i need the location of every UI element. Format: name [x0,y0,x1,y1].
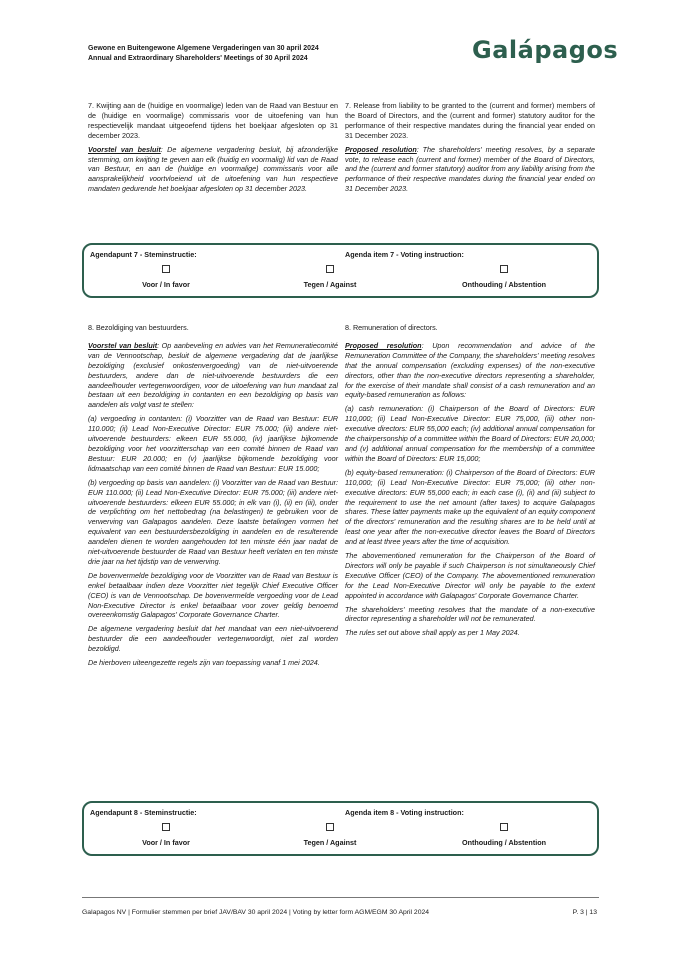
item8-english-column [345,323,595,642]
item8-en-p4: The abovementioned remuneration for the Chairperson of the Board of Directors will only be payable if such Chairperson is not simultaneously Chief Executive Officer (CEO) of the Company. The abovementioned remuneration for the Lead Non-Executive Director will only be payable to the extent appointed in accordance with Galapagos' Corporate Governance Charter. [345,551,595,600]
item8-en-heading: 8. Remuneration of directors. [345,323,438,332]
vote8-nl-title: Agendapunt 8 - Steminstructie: [90,808,197,817]
item7-nl-resolution [88,145,338,195]
header-line-nl: Gewone en Buitengewone Algemene Vergaderingen van 30 april 2024 [88,45,319,52]
voting-box-item8 [82,801,599,856]
footer-divider [82,897,599,898]
item7-nl-resolution-label: Voorstel van besluit [88,144,161,154]
item7-nl-resolution-text: : De algemene vergadering besluit, bij afzonderlijke stemming, om kwijting te geven aan elk (huidig en voormalig) lid van de Raad van Bestuur, en aan de (huidige en voormalige) commissaris voor alle aansprakelijkheid voortvloeiend uit de uitoefening van hun respectieve mandaten gedurende het boekjaar afgesloten op 31 december 2023. [88,144,338,194]
vote8-against-label: Tegen / Against [303,838,357,847]
item7-en-heading: 7. Release from liability to be granted to the (current and former) members of the Board of Directors, and the (current and former) statutory auditor for the performance of their respective mandates during the financial year ended on 31 December 2023. [345,101,595,140]
vote7-nl-title: Agendapunt 7 - Steminstructie: [90,250,197,259]
item7-en-resolution-label: Proposed resolution [345,144,417,154]
header-line-en: Annual and Extraordinary Shareholders' Meetings of 30 April 2024 [88,55,308,62]
item8-dutch-column [88,323,338,672]
item8-nl-p6: De hierboven uiteengezette regels zijn van toepassing vanaf 1 mei 2024. [88,658,320,668]
galapagos-logo: Galápagos [472,36,619,64]
item8-nl-p3: (b) vergoeding op basis van aandelen: (i) Voorzitter van de Raad van Bestuur: EUR 110.000; (ii) Lead Non-Executive Director: EUR 75.000; (iii) andere niet-uitvoerende bestuurders: elkeen EUR 55.000; in elk van (i), (ii) en (iii), onder de verplichting om het nettobedrag (na belastingen) te gebruiken voor de verwerving van Galapagos aandelen. Deze laatste betalingen vormen het equivalent van een bestuurdersbezoldiging in aandelen en de resulterende aandelen dienen te worden aangehouden tot ten minste één jaar nadat de niet-uitvoerende bestuurder de Raad van Bestuur heeft verlaten en ten minste drie jaar na het tijdstip van de verwerving. [88,477,338,566]
item8-nl-p1: : Op aanbeveling en advies van het Remuneratiecomité van de Vennootschap, besluit de algemene vergadering dat de jaarlijkse bezoldiging (exclusief onkostenvergoeding) van de niet-uitvoerende bestuurders, andere dan de niet-uitvoerende bestuurders die een aandeelhouder vertegenwoordigen, voor de uitoefening van hun mandaat zal bestaan uit een bezoldiging in contanten en een bezoldiging op basis van aandelen als volgt vast te stellen: [88,340,338,410]
vote7-for-checkbox[interactable] [162,265,170,273]
vote8-abstain-checkbox[interactable] [500,823,508,831]
vote7-against-checkbox[interactable] [326,265,334,273]
item8-nl-heading: 8. Bezoldiging van bestuurders. [88,323,189,332]
page-number: P. 3 | 13 [572,909,597,916]
vote8-for-label: Voor / In favor [142,838,190,847]
item8-en-p5: The shareholders' meeting resolves that the mandate of a non-executive director representing a shareholder will not be remunerated. [345,604,595,624]
item7-dutch-column [88,101,338,198]
item7-english-column [345,101,595,198]
item8-en-p1: : Upon recommendation and advice of the Remuneration Committee of the Company, the shareholders' meeting resolves that the annual compensation (excluding expenses) of the non-executive directors, other than the non-executive directors representing a shareholder, for the exercise of their mandate shall consist of a cash remuneration and an equity-based remuneration as follows: [345,340,596,400]
vote8-for-checkbox[interactable] [162,823,170,831]
item8-en-resolution [345,341,595,400]
item8-nl-p2: (a) vergoeding in contanten: (i) Voorzitter van de Raad van Bestuur: EUR 110.000; (ii) Lead Non-Executive Director: EUR 75.000; (iii) andere niet-uitvoerende bestuurders: elkeen EUR 55.000, (iv) jaarlijkse bijkomende bezoldiging voor het voorzitterschap van een comité binnen de Raad van Bestuur: EUR 20.000; en (v) jaarlijkse bijkomende bezoldiging voor lidmaatschap van een comité binnen de Raad van Bestuur: EUR 15.000; [88,414,338,473]
vote8-against-checkbox[interactable] [326,823,334,831]
item8-nl-resolution-label: Voorstel van besluit [88,340,158,350]
item7-en-resolution [345,145,595,195]
item7-en-resolution-text: : The shareholders' meeting resolves, by a separate vote, to release each (current and former) member of the Board of Directors, and the (current and former statutory) auditor from any liability arising from the performance of their respective mandates during the financial year ended on 31 December 2023. [345,144,595,194]
item7-nl-heading: 7. Kwijting aan de (huidige en voormalige) leden van de Raad van Bestuur en de (huidige en voormalige) commissaris voor de uitoefening van hun respectievelijk mandaat uitgeoefend tijdens het boekjaar afgesloten op 31 december 2023. [88,101,338,140]
vote7-abstain-checkbox[interactable] [500,265,508,273]
vote7-for-label: Voor / In favor [142,280,190,289]
item8-en-p6: The rules set out above shall apply as per 1 May 2024. [345,628,520,638]
footer-text: Galapagos NV | Formulier stemmen per brief JAV/BAV 30 april 2024 | Voting by letter form AGM/EGM 30 April 2024 [82,909,430,916]
vote8-abstain-label: Onthouding / Abstention [462,838,546,847]
vote8-en-title: Agenda item 8 - Voting instruction: [345,808,464,817]
voting-box-item7 [82,243,599,298]
vote7-en-title: Agenda item 7 - Voting instruction: [345,250,464,259]
item8-nl-p5: De algemene vergadering besluit dat het mandaat van een niet-uitvoerend bestuurder die een aandeelhouder vertegenwoordigt, niet zal worden bezoldigd. [88,624,338,654]
item8-en-p2: (a) cash remuneration: (i) Chairperson of the Board of Directors: EUR 110,000; (ii) Lead Non-Executive Director: EUR 75,000, (iii) other non-executive directors: EUR 55,000 each; (iv) additional annual compensation for the chairpersonship of a committee within the Board of Directors: EUR 20,000; and (v) additional annual compensation for the membership of a committee within the Board of Directors: EUR 15,000; [345,404,595,463]
vote7-abstain-label: Onthouding / Abstention [462,280,546,289]
document-header [88,44,428,64]
item8-en-resolution-label: Proposed resolution [345,340,422,350]
vote7-against-label: Tegen / Against [303,280,357,289]
item8-nl-resolution [88,341,338,410]
item8-nl-p4: De bovenvermelde bezoldiging voor de Voorzitter van de Raad van Bestuur is enkel betaalbaar indien deze Voorzitter niet tegelijk Chief Executive Officer (CEO) is van de Vennootschap. De bovenvermelde vergoeding voor de Lead Non-Executive Director is enkel betaalbaar voor zover geldig benoemd overeenkomstig Galapagos' Corporate Governance Charter. [88,570,338,620]
item8-en-p3: (b) equity-based remuneration: (i) Chairperson of the Board of Directors: EUR 110,000; (ii) Lead Non-Executive Director: EUR 75,000; (iii) other non-executive directors: EUR 55,000 each; in each case (i), (ii) and (iii) subject to the requirement to use the net amount (after taxes) to acquire Galapagos shares. These latter payments make up the equivalent of an equity component of the directors' remuneration and the resulting shares are to be held until at least one year after the non-executive director leaves the Board of Directors and at least three years after the time of acquisition. [345,467,595,547]
